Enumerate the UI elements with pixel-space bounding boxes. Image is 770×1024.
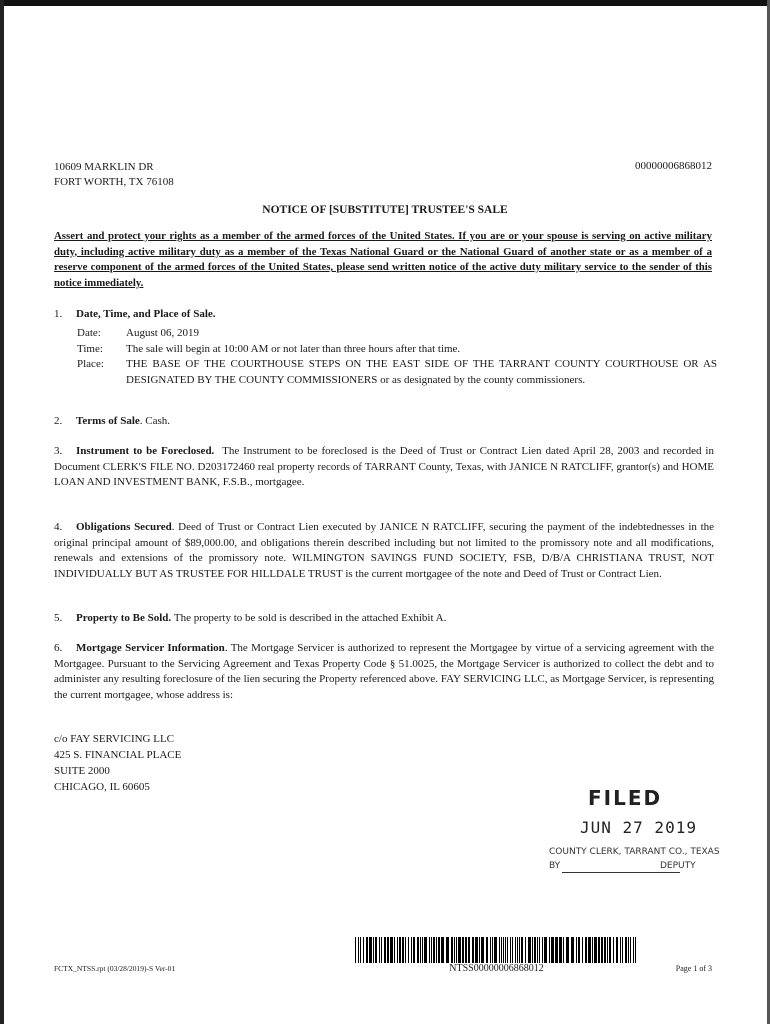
filed-stamp-deputy: DEPUTY <box>660 861 696 871</box>
section-6-text: . The Mortgage Servicer is authorized to represent the Mortgagee by virtue of a servicing agreement with the Mortgagee. Pursuant to the Servicing Agreement and Texas Property Code § 51.0025, the Mortgage Servicer is authorized to collect the debt and to administer any resulting foreclosure of the lien securing the Property referenced above. FAY SERVICING LLC, as Mortgage Servicer, is representing the current mortgagee, whose address is: <box>54 642 715 701</box>
sale-details <box>77 326 717 388</box>
sale-place-row <box>77 357 717 388</box>
section-3-number: 3. <box>54 445 63 457</box>
section-1-number: 1. <box>54 308 63 320</box>
section-2-text: . Cash. <box>139 415 171 427</box>
barcode-number: NTSS00000006868012 <box>449 963 544 974</box>
page-number: Page 1 of 3 <box>675 964 712 973</box>
servicer-address <box>54 731 181 795</box>
property-address <box>54 160 174 190</box>
section-1-heading <box>54 307 714 323</box>
section-4-title: Obligations Secured <box>76 521 172 533</box>
section-2-number: 2. <box>54 415 63 427</box>
section-5-title: Property to Be Sold. <box>76 612 172 624</box>
section-3-text: The Instrument to be foreclosed is the Deed of Trust or Contract Lien dated April 28, 2003 and recorded in Document CLERK'S FILE NO. D203172460 real property records of TARRANT County, Texas, with JANICE N RATCLIFF, grantor(s) and HOME LOAN AND INVESTMENT BANK, F.S.B., mortgagee. <box>54 445 714 488</box>
sale-date-row <box>77 326 717 342</box>
section-5-number: 5. <box>54 612 63 624</box>
section-3 <box>54 444 714 491</box>
section-5-text: The property to be sold is described in the attached Exhibit A. <box>173 612 447 624</box>
reference-number: 00000006868012 <box>635 160 712 172</box>
scan-edge-left <box>0 0 4 1024</box>
form-identifier: FCTX_NTSS.rpt (03/28/2019)-S Ver-01 <box>54 964 176 973</box>
section-6 <box>54 641 714 703</box>
servicer-address-line-1: c/o FAY SERVICING LLC <box>54 733 175 745</box>
section-3-title: Instrument to be Foreclosed. <box>76 445 215 457</box>
section-6-number: 6. <box>54 642 63 654</box>
section-4-text: . Deed of Trust or Contract Lien executed by JANICE N RATCLIFF, securing the payment of the indebtednesses in the original principal amount of $89,000.00, and obligations therein described including but not limited to the promissory note and all modifications, renewals and extensions of the promissory note. WILMINGTON SAVINGS FUND SOCIETY, FSB, D/B/A CHRISTIANA TRUST, NOT INDIVIDUALLY BUT AS TRUSTEE FOR HILLDALE TRUST is the current mortgagee of the note and Deed of Trust or Contract Lien. <box>54 521 715 580</box>
sale-date-label: Date: <box>77 327 101 339</box>
address-line-2: FORT WORTH, TX 76108 <box>54 176 174 188</box>
section-5 <box>54 611 714 627</box>
filed-stamp-date: JUN 27 2019 <box>580 818 697 837</box>
sale-time-label: Time: <box>77 342 103 355</box>
filed-stamp-clerk: COUNTY CLERK, TARRANT CO., TEXAS <box>549 847 720 857</box>
address-line-1: 10609 MARKLIN DR <box>54 161 154 173</box>
filed-stamp: FILED <box>588 786 663 810</box>
document-title: NOTICE OF [SUBSTITUTE] TRUSTEE'S SALE <box>262 204 508 216</box>
section-2 <box>54 414 714 430</box>
filed-stamp-by: BY <box>549 861 561 871</box>
section-4 <box>54 520 714 582</box>
sale-time-row <box>77 342 717 358</box>
section-2-title: Terms of Sale <box>76 415 140 427</box>
sale-date-value: August 06, 2019 <box>126 327 200 339</box>
section-4-number: 4. <box>54 521 63 533</box>
filed-stamp-signature-line <box>562 872 680 873</box>
section-6-title: Mortgage Servicer Information <box>76 642 225 654</box>
sale-time-value: The sale will begin at 10:00 AM or not later than three hours after that time. <box>126 342 461 355</box>
servicer-address-line-3: SUITE 2000 <box>54 765 110 777</box>
section-1-title: Date, Time, and Place of Sale. <box>76 308 216 320</box>
scan-edge-top <box>0 0 770 6</box>
servicer-address-line-4: CHICAGO, IL 60605 <box>54 781 150 793</box>
sale-place-value: THE BASE OF THE COURTHOUSE STEPS ON THE EAST SIDE OF THE TARRANT COUNTY COURTHOUSE OR AS DESIGNATED BY THE COUNTY COMMISSIONERS or as designated by the county commissioners. <box>126 358 717 386</box>
barcode <box>355 937 638 963</box>
servicer-address-line-2: 425 S. FINANCIAL PLACE <box>54 749 182 761</box>
sale-place-label: Place: <box>77 358 104 370</box>
military-notice: Assert and protect your rights as a member of the armed forces of the United States. If you are or your spouse is serving on active military duty, including active military duty as a member of the Texas National Guard or the National Guard of another state or as a member of a reserve component of the armed forces of the United States, please send written notice of the active duty military service to the sender of this notice immediately. <box>54 230 712 289</box>
